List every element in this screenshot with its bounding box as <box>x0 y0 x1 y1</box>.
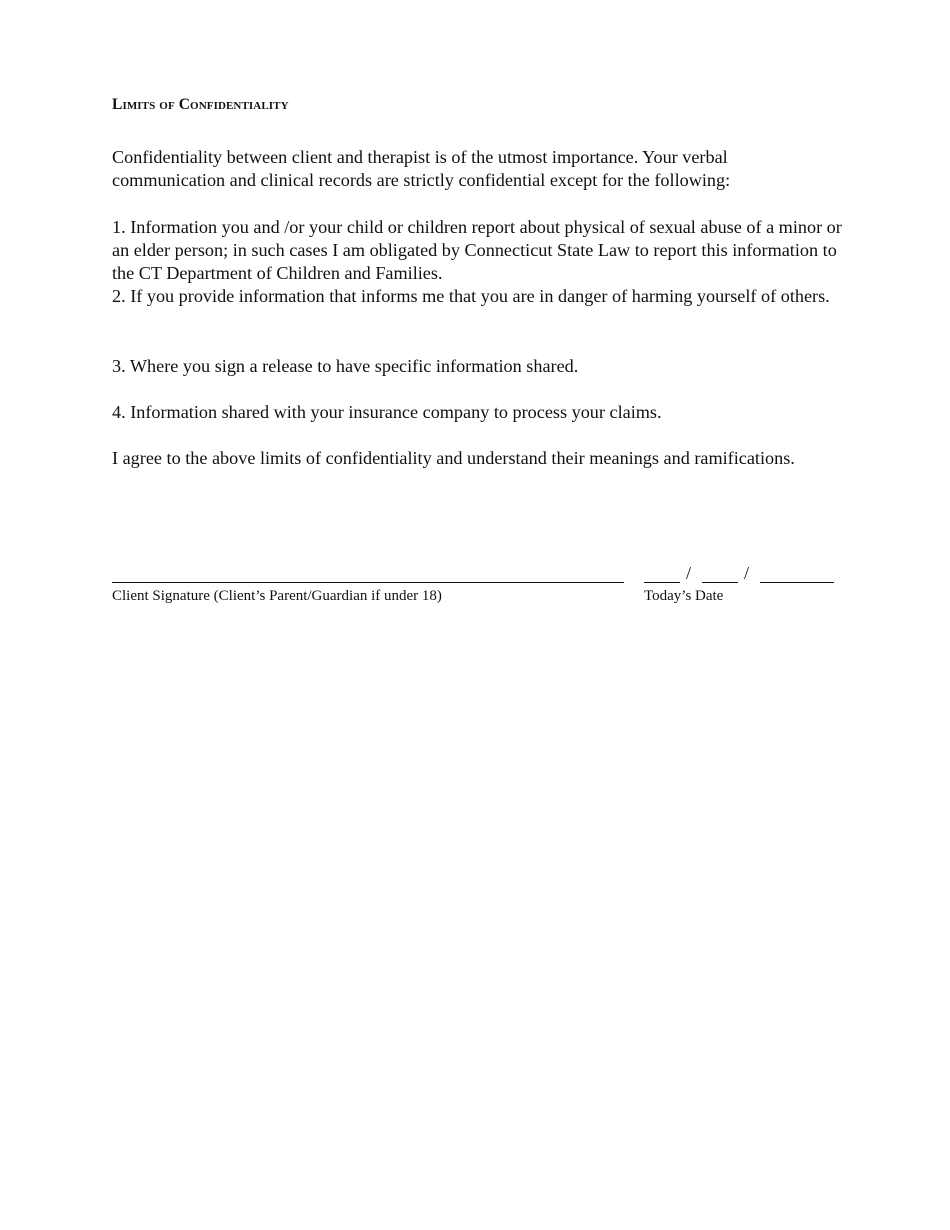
date-year-blank[interactable] <box>760 582 834 583</box>
intro-paragraph: Confidentiality between client and therapist is of the utmost importance. Your verbal communication and clinical records are strictly confidential except for the following: <box>112 147 731 190</box>
list-item-insurance: 4. Information shared with your insurance company to process your claims. <box>112 402 662 422</box>
list-item-danger-of-harm: 2. If you provide information that informs me that you are in danger of harming yourself of others. <box>112 286 830 306</box>
agreement-statement: I agree to the above limits of confidentiality and understand their meanings and ramifications. <box>112 448 795 468</box>
signature-line[interactable] <box>112 582 624 583</box>
date-separator: / <box>686 563 692 583</box>
document-page <box>112 0 842 1230</box>
list-item-abuse-reporting: 1. Information you and /or your child or children report about physical of sexual abuse of a minor or an elder person; in such cases I am obligated by Connecticut State Law to report this information to the CT Department of Children and Families. <box>112 217 842 283</box>
date-field[interactable] <box>644 562 838 584</box>
date-label: Today’s Date <box>644 588 724 604</box>
date-month-blank[interactable] <box>644 582 680 583</box>
date-separator: / <box>744 563 750 583</box>
page-title: Limits of Confidentiality <box>112 96 289 113</box>
list-item-signed-release: 3. Where you sign a release to have specific information shared. <box>112 356 579 376</box>
date-day-blank[interactable] <box>702 582 738 583</box>
signature-label: Client Signature (Client’s Parent/Guardian if under 18) <box>112 588 442 604</box>
